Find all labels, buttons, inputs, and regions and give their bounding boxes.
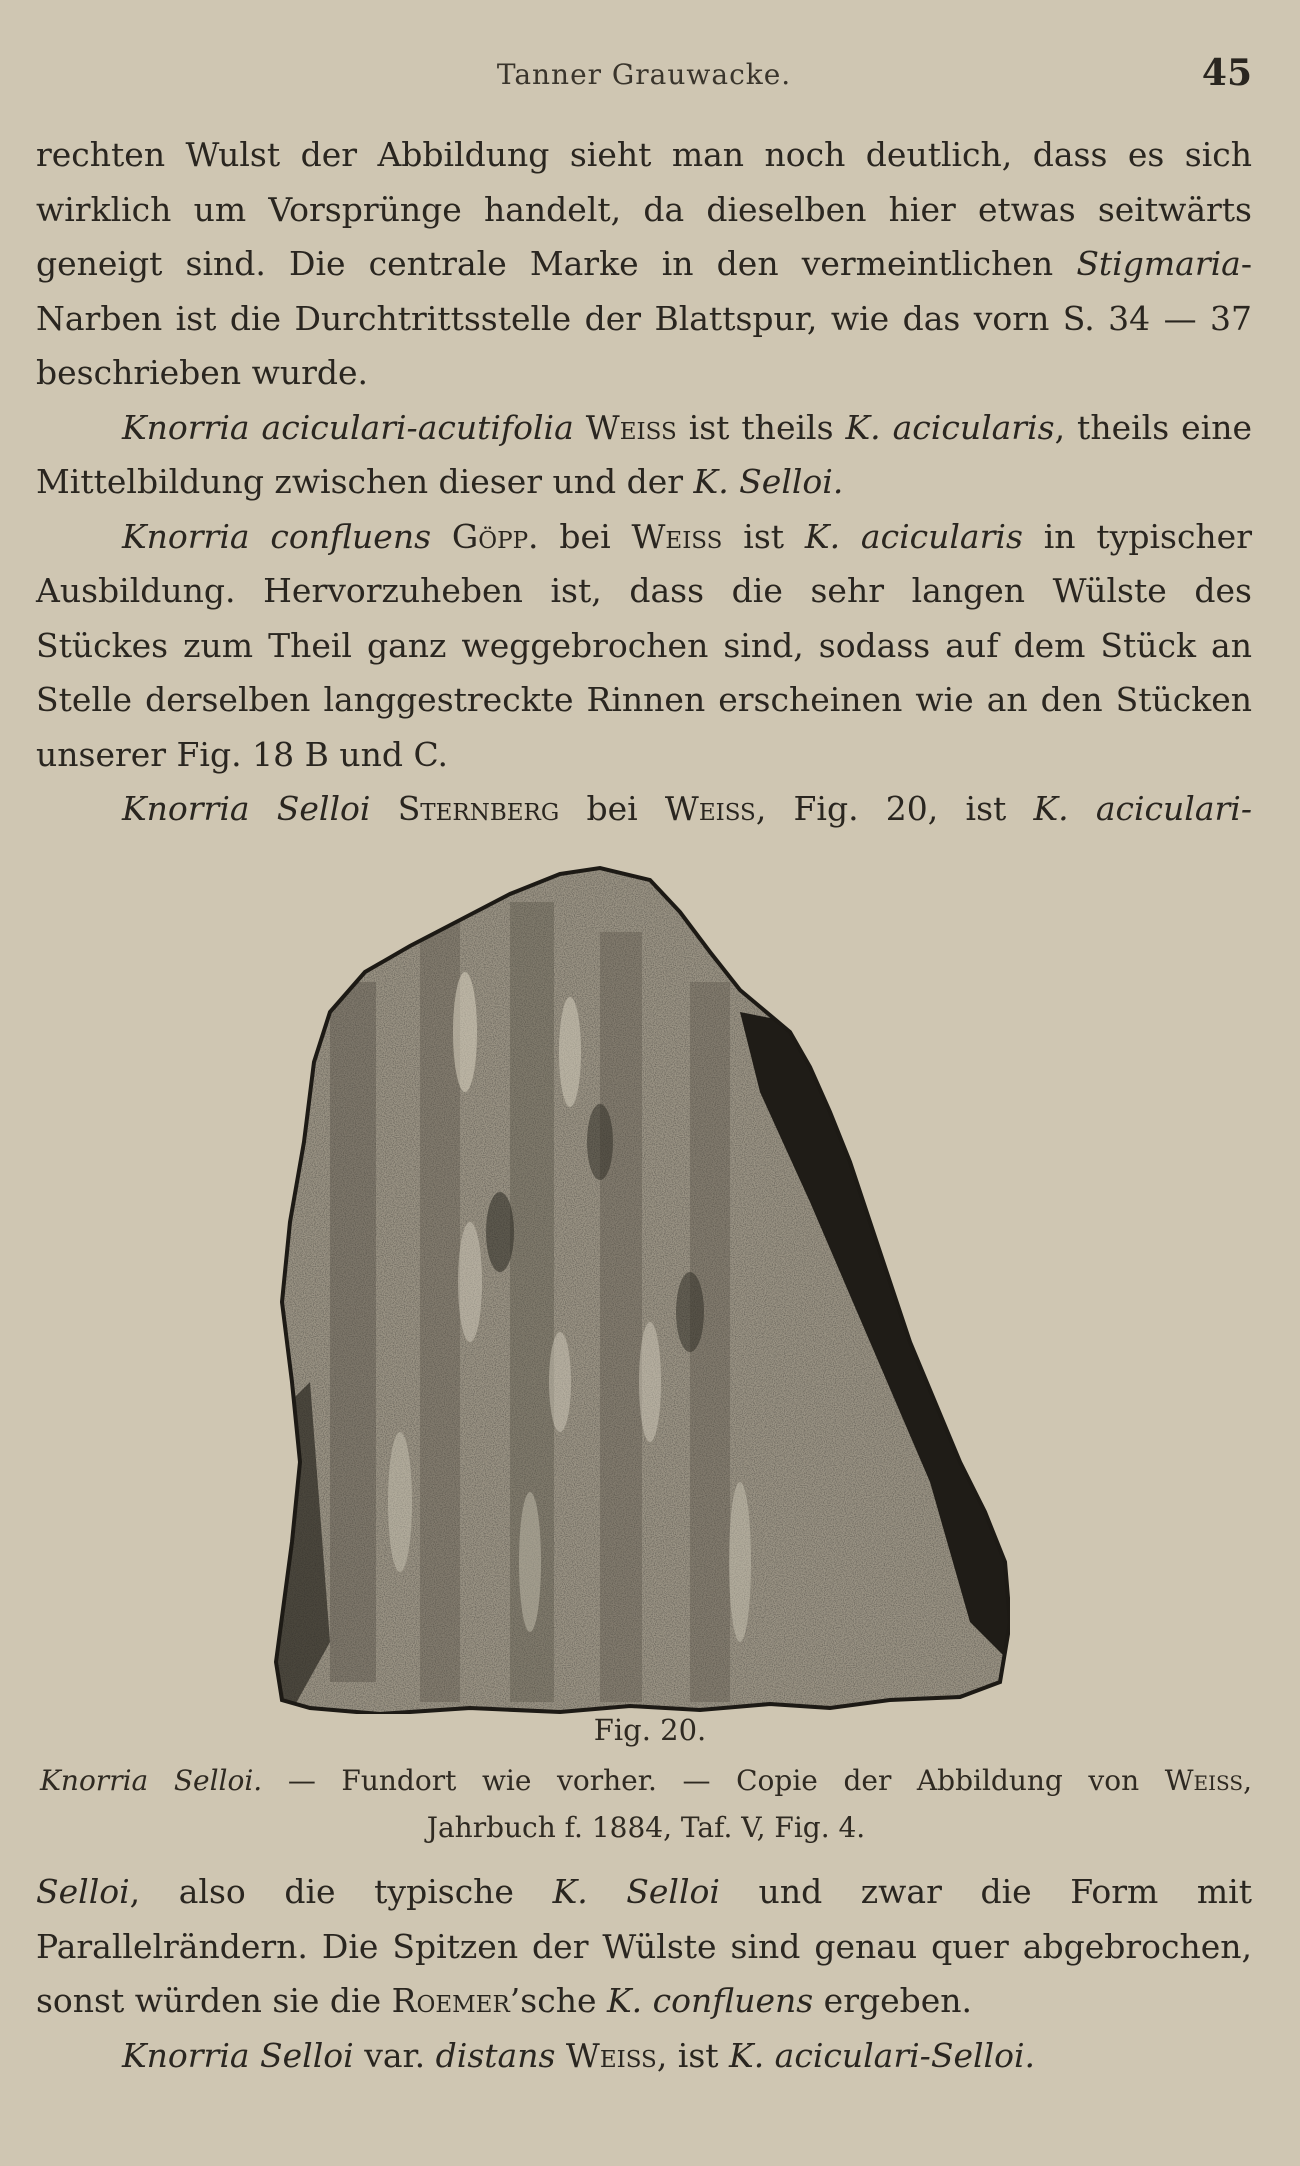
caption-line-2: Jahrbuch f. 1884, Taf. V, Fig. 4. [426,1811,866,1844]
caption-line-1: Knorria Selloi. — Fundort wie vorher. — Copie der Abbildung von Weiss, [40,1764,1252,1797]
paragraph-aciculari-acutifolia: Knorria aciculari-acutifolia Weiss ist theils K. acicularis, theils eine Mittelbildung zwischen dieser und der K. Selloi. [36,407,1252,501]
paragraph-selloi-distans: Knorria Selloi var. distans Weiss, ist K. aciculari-Selloi. [122,2035,1035,2075]
paragraph-confluens: Knorria confluens Göpp. bei Weiss ist K. acicularis in typischer Ausbildung. Hervorzuheben ist, dass die sehr langen Wülste des Stückes zum Theil ganz weggebrochen sind, sodass auf dem Stück an Stelle derselben langgestreckte Rinnen erscheinen wie an den Stücken unserer Fig. 18 B und C. [36,516,1252,774]
fossil-figure-illustration [270,862,1010,1714]
body-text-top [36,128,1252,837]
fossil-stone [270,862,1010,1714]
paragraph-continued: rechten Wulst der Abbildung sieht man noch deutlich, dass es sich wirklich um Vorsprünge handelt, da dieselben hier etwas seitwärts geneigt sind. Die centrale Marke in den vermeintlichen Stigmaria-Narben ist die Durchtrittsstelle der Blattspur, wie das vorn S. 34 — 37 beschrieben wurde. [36,135,1252,392]
paragraph-selloi-continued: Selloi, also die typische K. Selloi und zwar die Form mit Parallelrändern. Die Spitzen der Wülste sind genau quer abgebrochen, sonst würden sie die Roemer’sche K. confluens ergeben. [36,1872,1252,2020]
page-number: 45 [1201,52,1252,94]
body-text-bottom [36,1865,1252,2083]
figure-caption [40,1757,1252,1851]
running-head: Tanner Grauwacke. [496,58,792,91]
paragraph-selloi: Knorria Selloi Sternberg bei Weiss, Fig. 20, ist K. aciculari- [122,789,1253,828]
page-header [36,52,1252,102]
figure-label: Fig. 20. [593,1713,707,1747]
